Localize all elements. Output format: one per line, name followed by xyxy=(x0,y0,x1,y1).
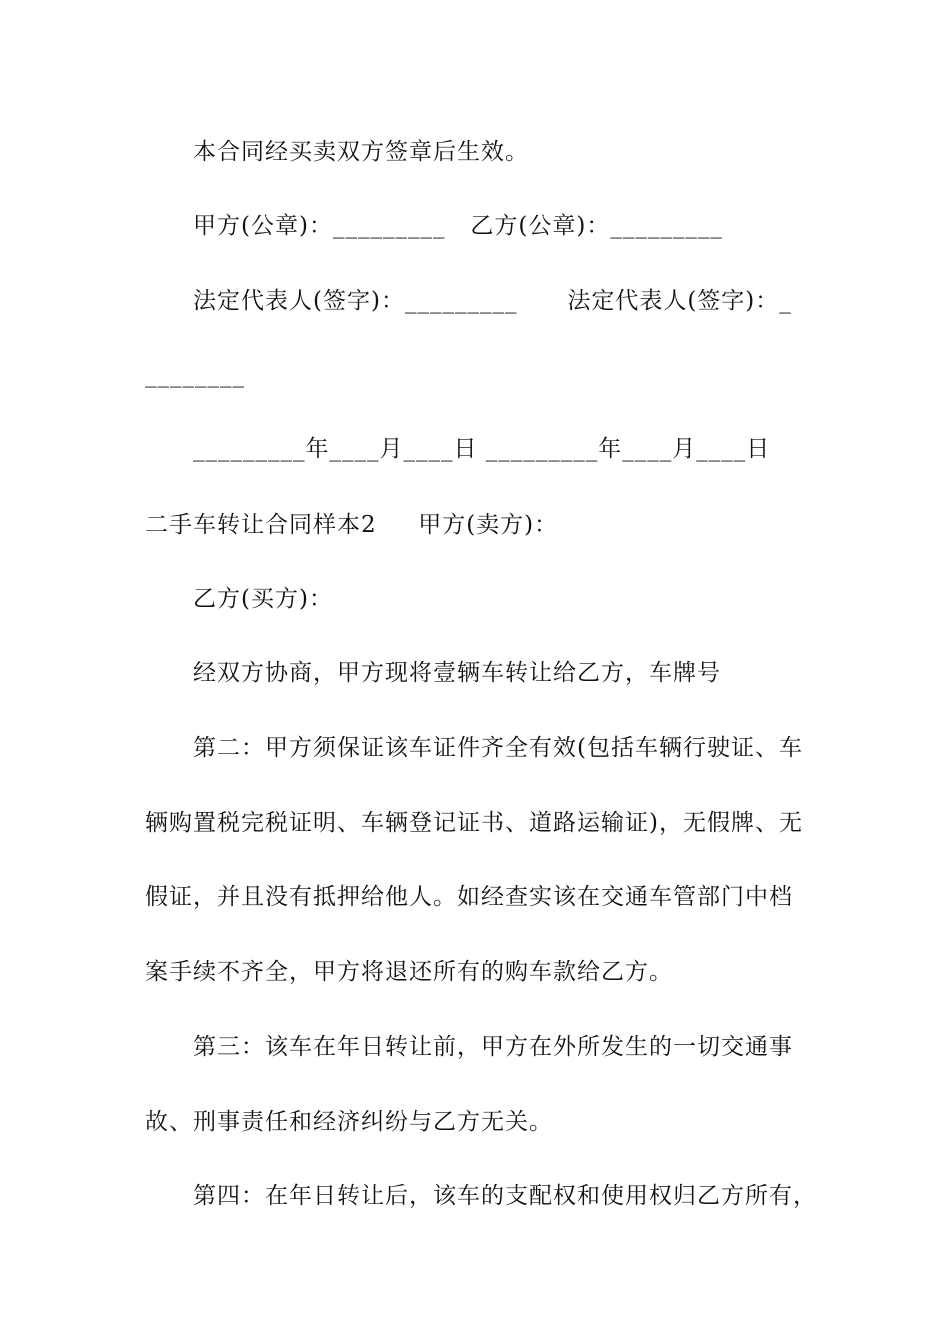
date-line: _________年____月____日 _________年____月____日 xyxy=(193,436,771,462)
effective-clause: 本合同经买卖双方签章后生效。 xyxy=(193,139,529,165)
party-seal-line: 甲方(公章)：_________ 乙方(公章)：_________ xyxy=(193,213,723,239)
clause-three-line-1: 第三：该车在年日转让前，甲方在外所发生的一切交通事 xyxy=(193,1034,793,1060)
legal-representative-line: 法定代表人(签字)：_________ 法定代表人(签字)：_ xyxy=(193,288,792,314)
clause-four-line-1: 第四：在年日转让后，该车的支配权和使用权归乙方所有， xyxy=(193,1183,817,1209)
signature-blank-continuation: ________ xyxy=(145,362,245,388)
sample2-title-line: 二手车转让合同样本2 甲方(卖方)： xyxy=(145,512,559,538)
party-b-buyer-line: 乙方(买方)： xyxy=(193,586,333,612)
clause-three-line-2: 故、刑事责任和经济纠纷与乙方无关。 xyxy=(145,1109,553,1135)
clause-two-line-4: 案手续不齐全，甲方将退还所有的购车款给乙方。 xyxy=(145,959,673,985)
negotiation-clause: 经双方协商，甲方现将壹辆车转让给乙方，车牌号 xyxy=(193,660,721,686)
clause-two-line-1: 第二：甲方须保证该车证件齐全有效(包括车辆行驶证、车 xyxy=(193,735,803,761)
clause-two-line-3: 假证，并且没有抵押给他人。如经查实该在交通车管部门中档 xyxy=(145,884,793,910)
clause-two-line-2: 辆购置税完税证明、车辆登记证书、道路运输证)，无假牌、无 xyxy=(145,810,803,836)
